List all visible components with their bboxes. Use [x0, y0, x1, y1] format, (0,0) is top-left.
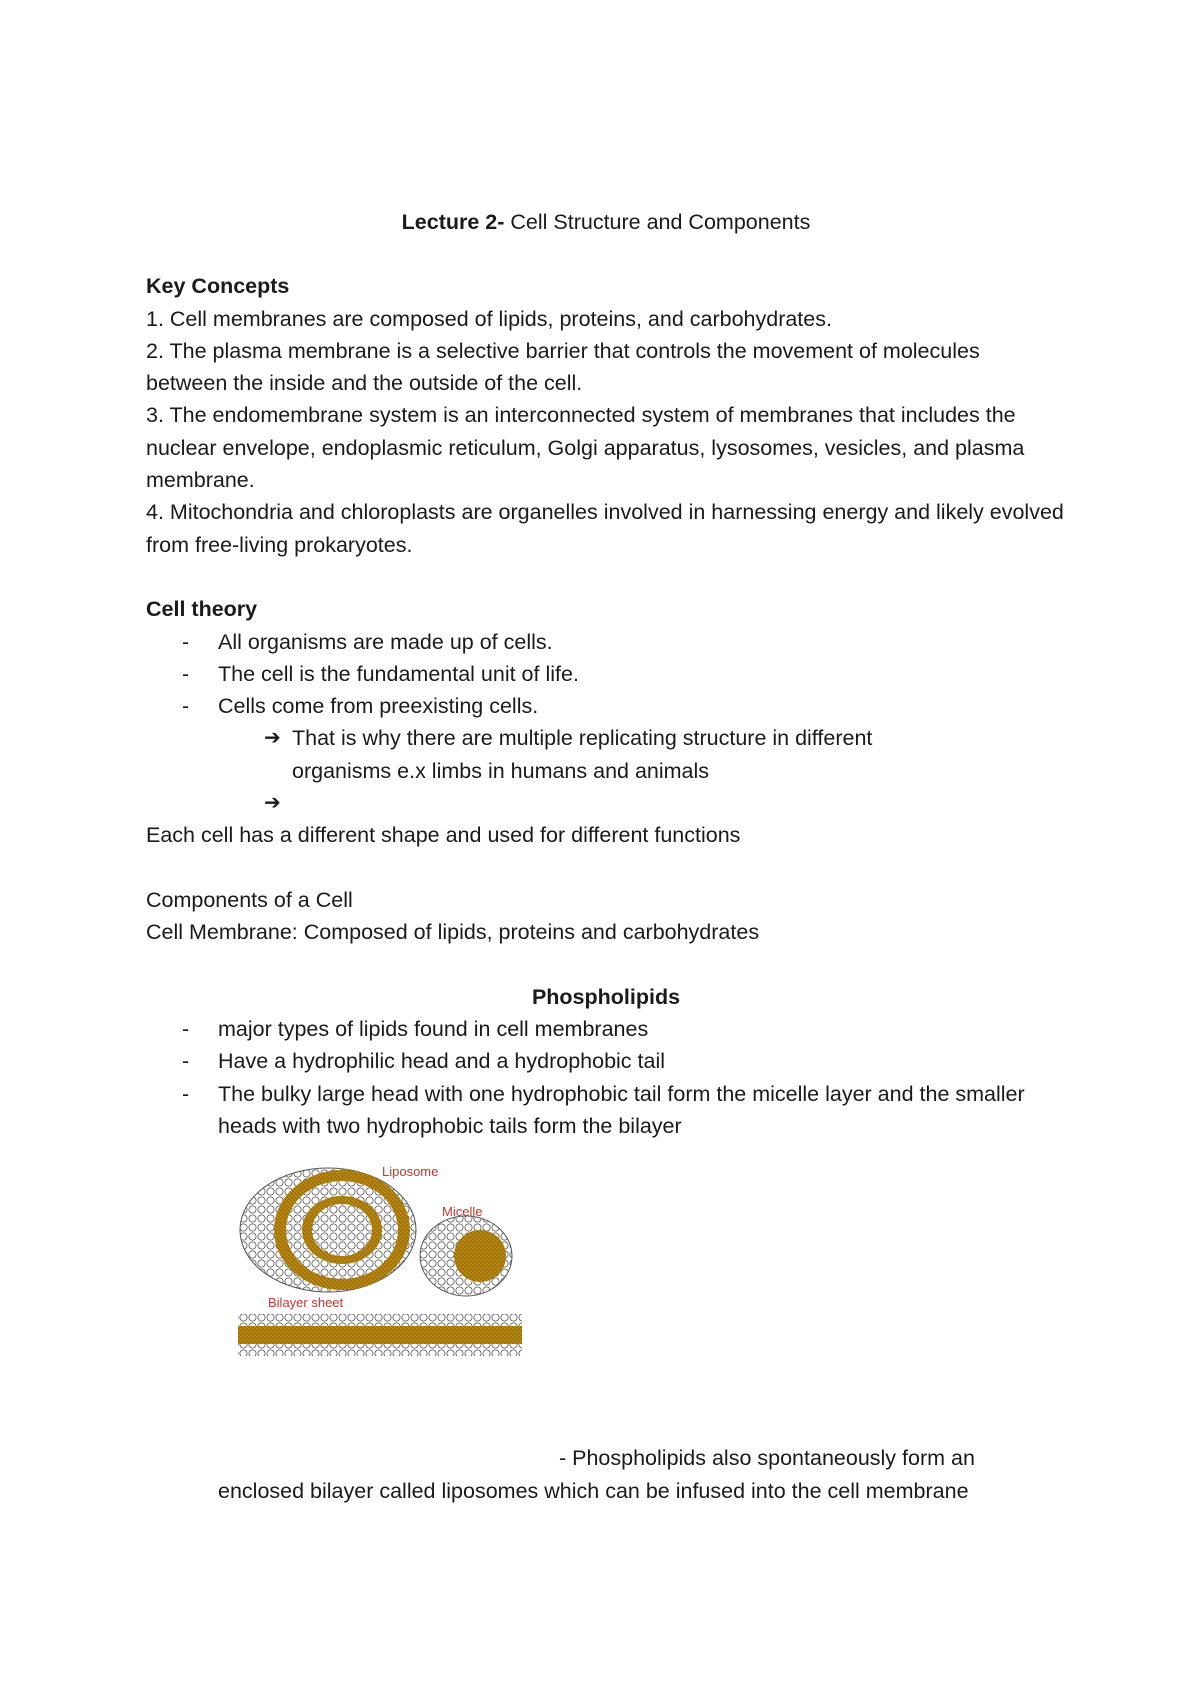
- phospholipid-bullet: [146, 1013, 1066, 1045]
- cell-theory-bullet: [146, 658, 1066, 690]
- cell-theory-note: Each cell has a different shape and used for different functions: [146, 823, 741, 848]
- arrow-icon: ➔: [264, 727, 281, 750]
- lipid-structures-diagram: [230, 1160, 530, 1370]
- phospholipid-figure: [230, 1160, 530, 1370]
- dash-marker: -: [182, 694, 190, 719]
- key-concept-item: 4. Mitochondria and chloroplasts are organelles involved in harnessing energy and likely evolved from free-living prokaryotes.: [146, 500, 1064, 557]
- key-concept-item: 3. The endomembrane system is an interconnected system of membranes that includes the nuclear envelope, endoplasmic reticulum, Golgi apparatus, lysosomes, vesicles, and plasma membrane.: [146, 403, 1025, 493]
- title-rest: Cell Structure and Components: [504, 210, 811, 234]
- dash-marker: -: [182, 1081, 190, 1106]
- key-concept-item: 1. Cell membranes are composed of lipids, proteins, and carbohydrates.: [146, 306, 832, 331]
- phospholipid-bullet: [146, 1045, 1066, 1077]
- dash-marker: -: [182, 1017, 190, 1042]
- bilayer-label: Bilayer sheet: [268, 1295, 344, 1311]
- key-concept-item: 2. The plasma membrane is a selective barrier that controls the movement of molecules between the inside and the outside of the cell.: [146, 338, 980, 396]
- phospholipid-bullet: [146, 1078, 1066, 1143]
- components-heading: Components of a Cell: [146, 887, 353, 912]
- bullet-text: The bulky large head with one hydrophobic tail form the micelle layer and the smaller heads with two hydrophobic tails form the bilayer: [218, 1081, 1025, 1139]
- phospholipids-heading: Phospholipids: [531, 984, 681, 1009]
- dash-marker: -: [182, 629, 190, 654]
- key-concepts-heading: Key Concepts: [146, 274, 290, 299]
- bullet-text: All organisms are made up of cells.: [218, 629, 553, 654]
- arrow-icon: ➔: [264, 792, 281, 815]
- arrow-item: [146, 787, 1066, 819]
- page-title: [146, 206, 1066, 238]
- bilayer-sheet-shape: [238, 1314, 522, 1356]
- liposome-label: Liposome: [382, 1164, 439, 1180]
- cell-membrane-line: Cell Membrane: Composed of lipids, proteins and carbohydrates: [146, 920, 760, 945]
- cell-theory-heading: Cell theory: [146, 597, 258, 622]
- micelle-shape: [420, 1216, 512, 1296]
- arrow-text: That is why there are multiple replicating structure in different organisms e.x limbs in humans and animals: [292, 726, 873, 783]
- bullet-text: Cells come from preexisting cells.: [218, 694, 539, 719]
- micelle-label: Micelle: [442, 1204, 483, 1220]
- arrow-item: [146, 722, 912, 787]
- liposome-shape: [240, 1168, 416, 1292]
- cell-theory-bullet: [146, 626, 1066, 658]
- bullet-text: Have a hydrophilic head and a hydrophobic tail: [218, 1049, 666, 1074]
- cell-theory-bullet: [146, 690, 1066, 722]
- bullet-text: The cell is the fundamental unit of life.: [218, 661, 579, 686]
- title-bold: Lecture 2-: [401, 210, 505, 234]
- dash-marker: -: [182, 661, 190, 686]
- dash-marker: -: [182, 1049, 190, 1074]
- liposome-note: - Phospholipids also spontaneously form an enclosed bilayer called liposomes which can be infused into the cell membrane: [218, 1446, 975, 1503]
- document-page: [146, 206, 1066, 1507]
- bullet-text: major types of lipids found in cell membranes: [218, 1017, 649, 1042]
